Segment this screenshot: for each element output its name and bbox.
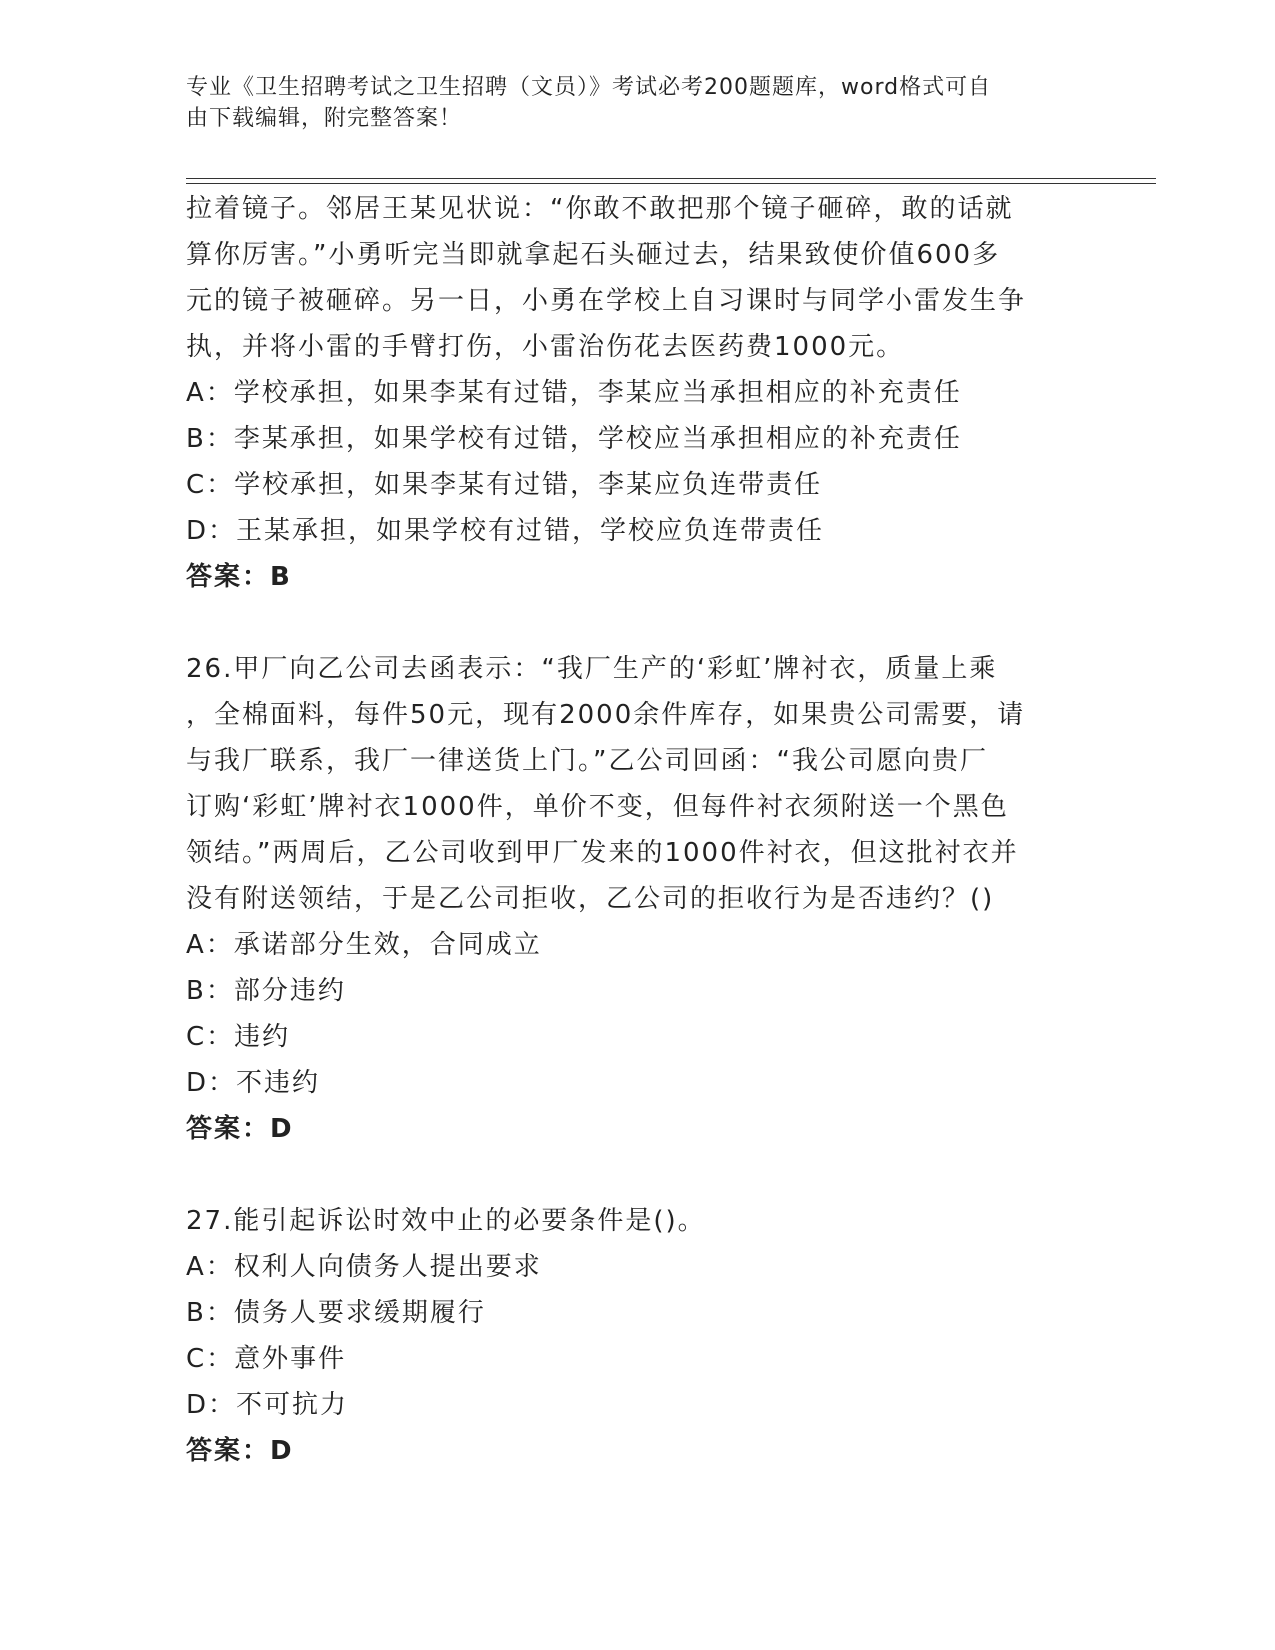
option-a: A：学校承担，如果李某有过错，李某应当承担相应的补充责任 <box>186 378 962 408</box>
option-c: C：意外事件 <box>186 1344 347 1374</box>
option-b: B：李某承担，如果学校有过错，学校应当承担相应的补充责任 <box>186 424 962 454</box>
option-d: D：不可抗力 <box>186 1390 349 1420</box>
question-block <box>186 646 1086 1152</box>
question-block <box>186 186 1086 600</box>
question-stem-line: ，全棉面料，每件50元，现有2000余件库存，如果贵公司需要，请 <box>186 700 1026 730</box>
option-c: C：违约 <box>186 1022 291 1052</box>
header-line-2: 由下载编辑，附完整答案！ <box>186 106 463 131</box>
option-c: C：学校承担，如果李某有过错，李某应负连带责任 <box>186 470 823 500</box>
option-a: A：权利人向债务人提出要求 <box>186 1252 542 1282</box>
option-d: D：王某承担，如果学校有过错，学校应负连带责任 <box>186 516 825 546</box>
question-stem-line: 与我厂联系，我厂一律送货上门。”乙公司回函：“我公司愿向贵厂 <box>186 746 988 776</box>
option-b: B：部分违约 <box>186 976 346 1006</box>
question-stem-line: 领结。”两周后，乙公司收到甲厂发来的1000件衬衣，但这批衬衣并 <box>186 838 1019 868</box>
option-a: A：承诺部分生效，合同成立 <box>186 930 542 960</box>
question-stem-line: 26.甲厂向乙公司去函表示：“我厂生产的‘彩虹’牌衬衣，质量上乘 <box>186 654 998 684</box>
option-b: B：债务人要求缓期履行 <box>186 1298 486 1328</box>
option-d: D：不违约 <box>186 1068 321 1098</box>
header-line-1: 专业《卫生招聘考试之卫生招聘（文员）》考试必考200题题库，word格式可自 <box>186 75 992 100</box>
document-header <box>186 72 1066 134</box>
header-divider-top <box>186 178 1156 179</box>
question-stem-line: 算你厉害。”小勇听完当即就拿起石头砸过去，结果致使价值600多 <box>186 240 1001 270</box>
question-stem-line: 执，并将小雷的手臂打伤，小雷治伤花去医药费1000元。 <box>186 332 905 362</box>
header-divider-bottom <box>186 183 1156 184</box>
answer-label: 答案：D <box>186 1436 294 1466</box>
document-body <box>186 186 1086 1474</box>
question-stem-line: 拉着镜子。邻居王某见状说：“你敢不敢把那个镜子砸碎，敢的话就 <box>186 194 1014 224</box>
question-stem-line: 订购‘彩虹’牌衬衣1000件，单价不变，但每件衬衣须附送一个黑色 <box>186 792 1009 822</box>
answer-label: 答案：D <box>186 1114 294 1144</box>
question-block <box>186 1198 1086 1474</box>
question-stem-line: 27.能引起诉讼时效中止的必要条件是()。 <box>186 1206 706 1236</box>
answer-label: 答案：B <box>186 562 292 592</box>
question-stem-line: 没有附送领结，于是乙公司拒收，乙公司的拒收行为是否违约？() <box>186 884 995 914</box>
question-stem-line: 元的镜子被砸碎。另一日，小勇在学校上自习课时与同学小雷发生争 <box>186 286 1027 316</box>
